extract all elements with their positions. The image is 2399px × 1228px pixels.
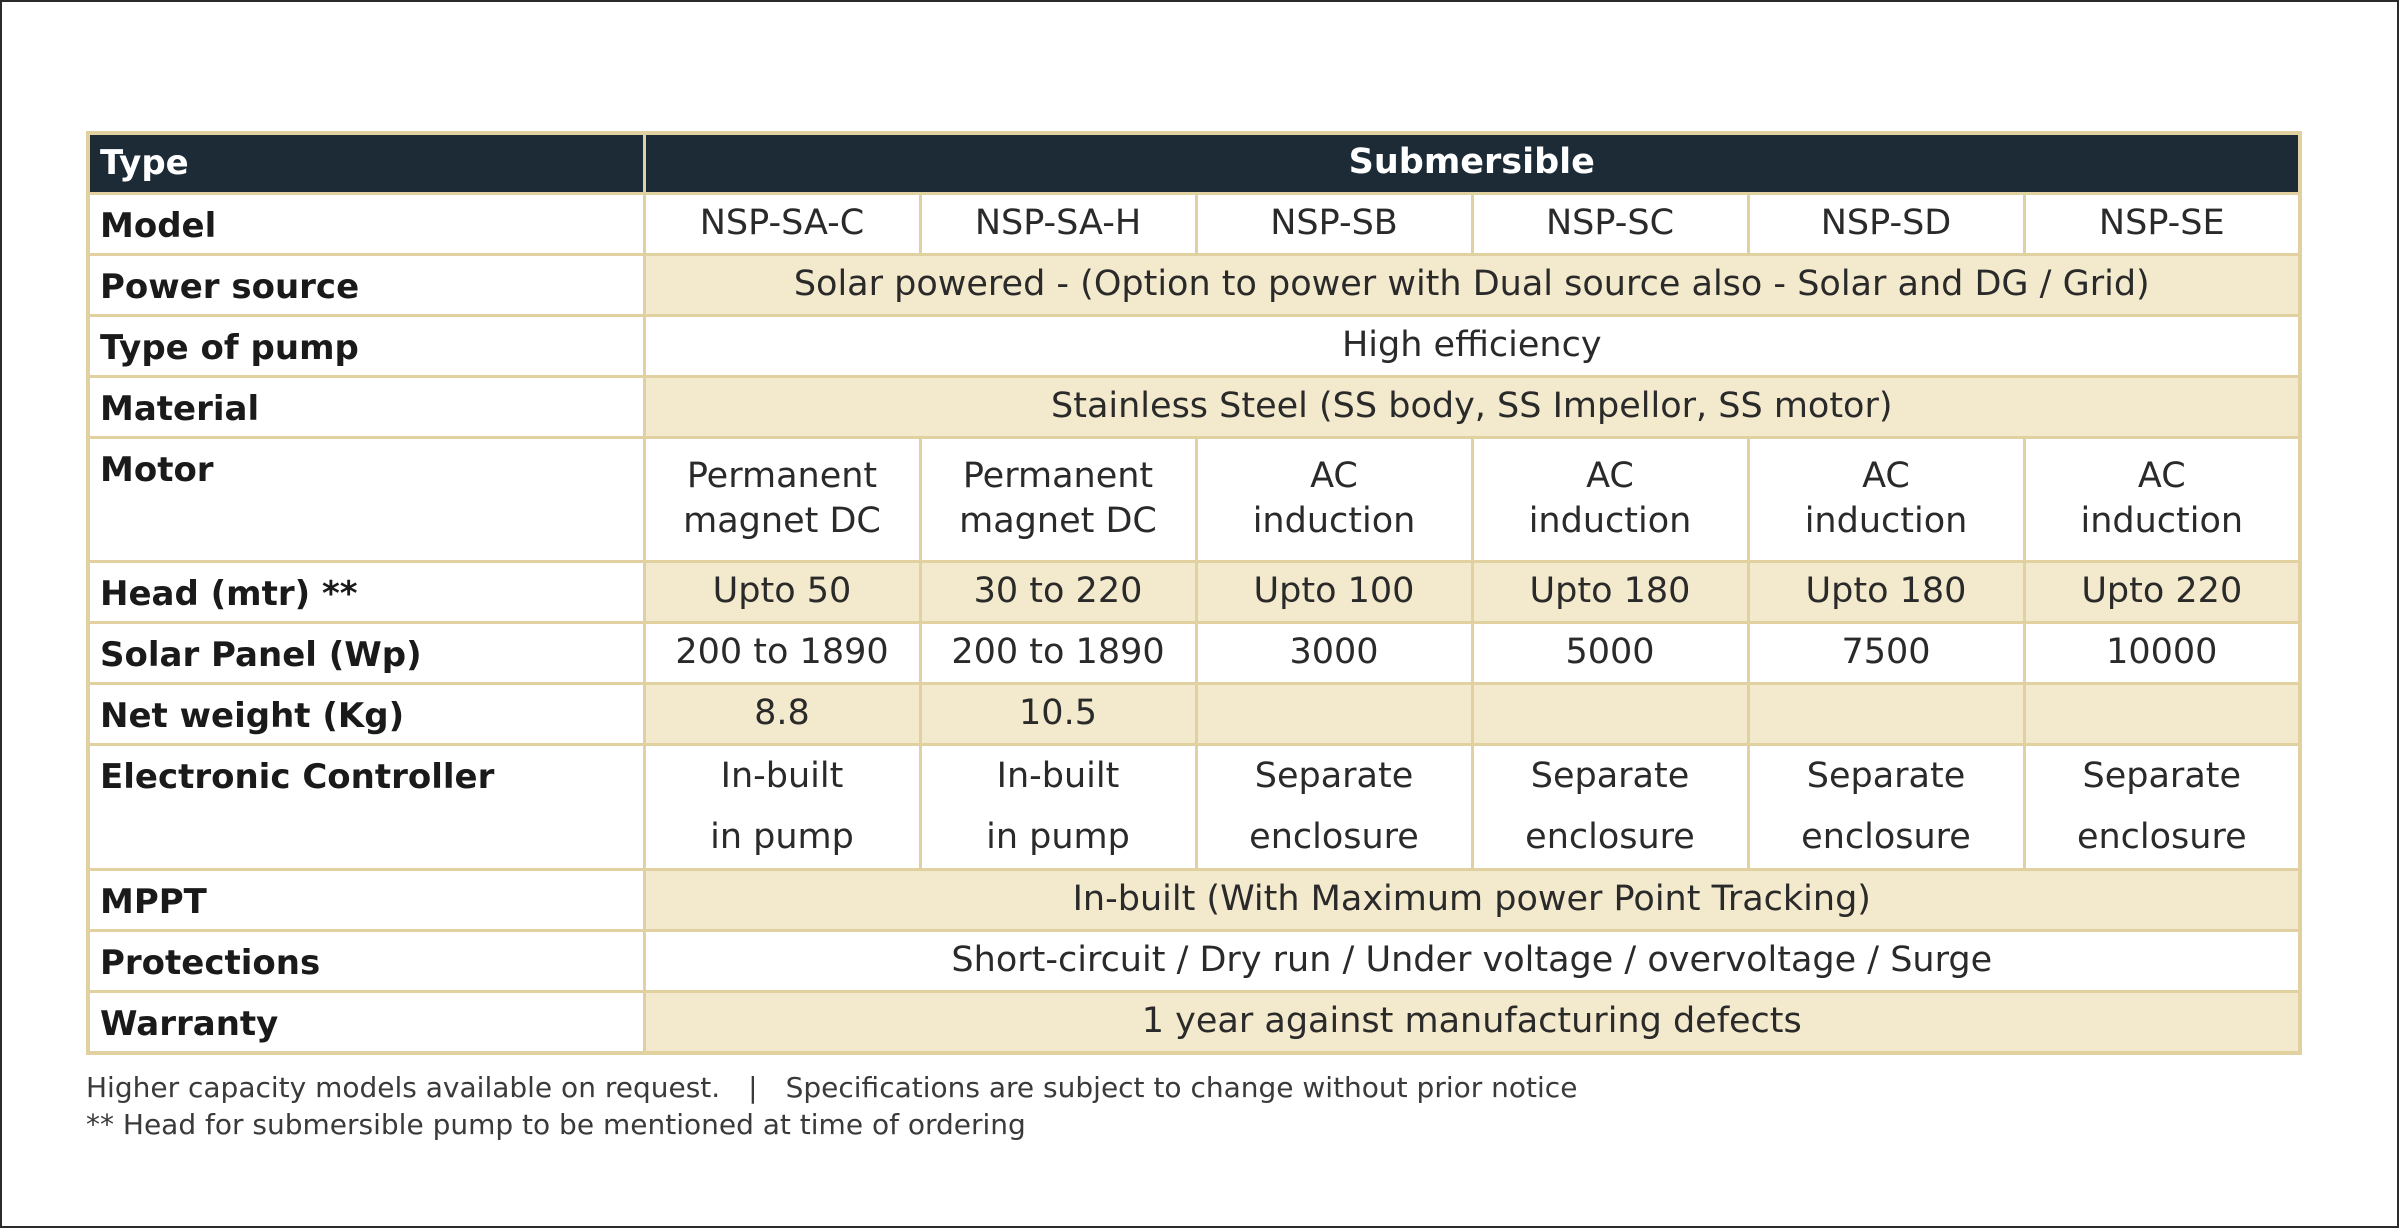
motor-line-2: magnet DC	[959, 501, 1157, 541]
row-label-power-source: Power source	[88, 254, 644, 315]
controller-line-2: enclosure	[2076, 816, 2247, 857]
footnote-capacity: Higher capacity models available on request.	[86, 1071, 721, 1104]
table-row-model	[88, 193, 2300, 254]
controller-line-1: Separate	[1530, 755, 1690, 796]
model-cell: NSP-SD	[1748, 193, 2024, 254]
controller-line-2: enclosure	[1801, 816, 1971, 857]
table-row-mppt	[88, 870, 2300, 931]
specification-table	[86, 131, 2302, 1055]
model-cell: NSP-SA-H	[920, 193, 1196, 254]
net-weight-cell	[2024, 683, 2300, 744]
row-label-material: Material	[88, 376, 644, 437]
table-row-motor	[88, 437, 2300, 561]
net-weight-cell: 10.5	[920, 683, 1196, 744]
solar-panel-cell: 3000	[1196, 622, 1472, 683]
controller-line-1: In-built	[996, 755, 1120, 796]
row-label-motor: Motor	[88, 437, 644, 561]
table-row-material	[88, 376, 2300, 437]
controller-line-1: Separate	[1806, 755, 1966, 796]
row-label-mppt: MPPT	[88, 870, 644, 931]
solar-panel-cell: 200 to 1890	[644, 622, 920, 683]
motor-cell	[1748, 437, 2024, 561]
solar-panel-cell: 200 to 1890	[920, 622, 1196, 683]
model-cell: NSP-SE	[2024, 193, 2300, 254]
protections-value: Short-circuit / Dry run / Under voltage / overvoltage / Surge	[644, 931, 2300, 992]
table-header-row	[88, 133, 2300, 193]
motor-cell	[644, 437, 920, 561]
material-value: Stainless Steel (SS body, SS Impellor, SS motor)	[644, 376, 2300, 437]
controller-cell	[1748, 744, 2024, 870]
row-label-type: Type	[88, 133, 644, 193]
motor-line-1: AC	[1862, 455, 1910, 496]
motor-line-1: AC	[1310, 455, 1358, 496]
head-cell: Upto 50	[644, 561, 920, 622]
power-source-value: Solar powered - (Option to power with Dual source also - Solar and DG / Grid)	[644, 254, 2300, 315]
table-row-net-weight	[88, 683, 2300, 744]
footnote-line-1	[86, 1071, 1577, 1104]
controller-cell	[644, 744, 920, 870]
controller-cell	[1472, 744, 1748, 870]
net-weight-cell	[1472, 683, 1748, 744]
footnote-separator: |	[748, 1071, 758, 1104]
warranty-value: 1 year against manufacturing defects	[644, 992, 2300, 1053]
table-row-solar-panel	[88, 622, 2300, 683]
table-row-controller	[88, 744, 2300, 870]
motor-line-1: AC	[1586, 455, 1634, 496]
table-row-protections	[88, 931, 2300, 992]
solar-panel-cell: 7500	[1748, 622, 2024, 683]
motor-cell	[1196, 437, 1472, 561]
motor-cell	[2024, 437, 2300, 561]
table-row-pump-type	[88, 315, 2300, 376]
controller-line-1: Separate	[2082, 755, 2242, 796]
mppt-value: In-built (With Maximum power Point Tracking)	[644, 870, 2300, 931]
controller-line-2: in pump	[710, 816, 854, 857]
head-cell: Upto 220	[2024, 561, 2300, 622]
net-weight-cell	[1748, 683, 2024, 744]
pump-type-value: High efficiency	[644, 315, 2300, 376]
motor-cell	[1472, 437, 1748, 561]
row-label-net-weight: Net weight (Kg)	[88, 683, 644, 744]
head-cell: Upto 180	[1472, 561, 1748, 622]
table-row-head	[88, 561, 2300, 622]
motor-line-2: induction	[1804, 501, 1968, 541]
head-cell: Upto 100	[1196, 561, 1472, 622]
motor-line-2: induction	[1252, 501, 1416, 541]
controller-line-2: enclosure	[1249, 816, 1419, 857]
footnote-specs-change: Specifications are subject to change without prior notice	[785, 1071, 1578, 1104]
model-cell: NSP-SB	[1196, 193, 1472, 254]
controller-cell	[920, 744, 1196, 870]
row-label-solar-panel: Solar Panel (Wp)	[88, 622, 644, 683]
footnote-line-2: ** Head for submersible pump to be mentioned at time of ordering	[86, 1108, 1026, 1141]
controller-cell	[2024, 744, 2300, 870]
head-cell: 30 to 220	[920, 561, 1196, 622]
controller-line-2: enclosure	[1525, 816, 1695, 857]
net-weight-cell: 8.8	[644, 683, 920, 744]
row-label-pump-type: Type of pump	[88, 315, 644, 376]
row-label-head: Head (mtr) **	[88, 561, 644, 622]
row-label-model: Model	[88, 193, 644, 254]
row-label-controller: Electronic Controller	[88, 744, 644, 870]
motor-line-2: magnet DC	[683, 501, 881, 541]
motor-line-1: Permanent	[686, 455, 878, 496]
solar-panel-cell: 10000	[2024, 622, 2300, 683]
motor-line-1: Permanent	[962, 455, 1154, 496]
table-row-power-source	[88, 254, 2300, 315]
controller-line-1: In-built	[720, 755, 844, 796]
head-cell: Upto 180	[1748, 561, 2024, 622]
type-value: Submersible	[644, 133, 2300, 193]
motor-cell	[920, 437, 1196, 561]
table-row-warranty	[88, 992, 2300, 1053]
model-cell: NSP-SA-C	[644, 193, 920, 254]
controller-line-2: in pump	[986, 816, 1130, 857]
net-weight-cell	[1196, 683, 1472, 744]
motor-line-1: AC	[2137, 455, 2186, 496]
solar-panel-cell: 5000	[1472, 622, 1748, 683]
motor-line-2: induction	[1528, 501, 1692, 541]
row-label-warranty: Warranty	[88, 992, 644, 1053]
model-cell: NSP-SC	[1472, 193, 1748, 254]
row-label-protections: Protections	[88, 931, 644, 992]
controller-cell	[1196, 744, 1472, 870]
controller-line-1: Separate	[1254, 755, 1414, 796]
motor-line-2: induction	[2080, 501, 2244, 541]
